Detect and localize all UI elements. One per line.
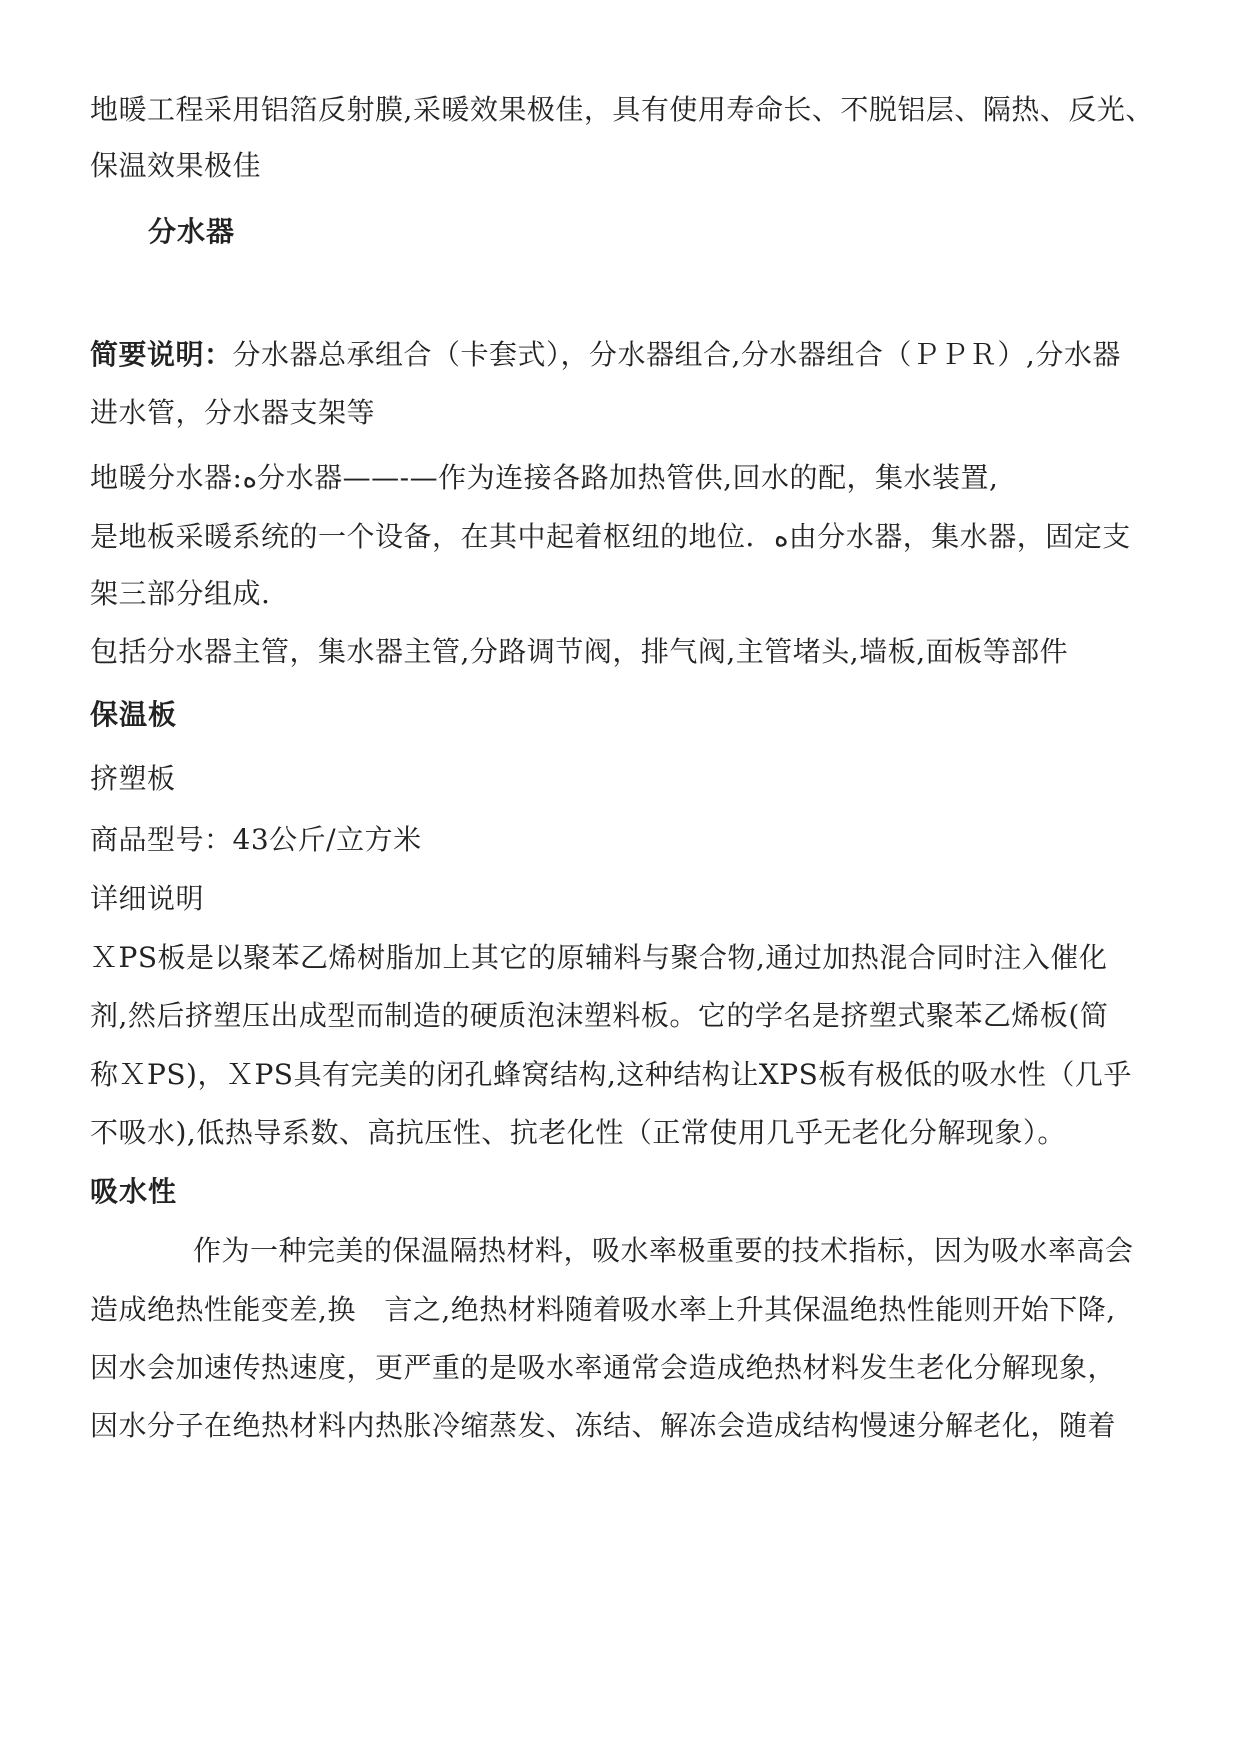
xps-line-1: ＸPS板是以聚苯乙烯树脂加上其它的原辅料与聚合物,通过加热混合同时注入催化	[90, 941, 1108, 974]
xps-line-4: 不吸水),低热导系数、高抗压性、抗老化性（正常使用几乎无老化分解现象）。	[90, 1116, 1066, 1149]
insulation-heading: 保温板	[90, 698, 178, 731]
xps-line-2: 剂,然后挤塑压出成型而制造的硬质泡沫塑料板。它的学名是挤塑式聚苯乙烯板(简	[90, 999, 1109, 1032]
absorption-line-4: 因水分子在绝热材料内热胀冷缩蒸发、冻结、解冻会造成结构慢速分解老化，随着	[90, 1409, 1117, 1442]
absorption-heading: 吸水性	[90, 1175, 178, 1208]
manifold-desc-line-2: 是地板采暖系统的一个设备，在其中起着枢纽的地位．ﻩ由分水器，集水器，固定支	[90, 520, 1131, 553]
absorption-line-2: 造成绝热性能变差,换 言之,绝热材料随着吸水率上升其保温绝热性能则开始下降,	[90, 1293, 1116, 1326]
absorption-line-1: 作为一种完美的保温隔热材料，吸水率极重要的技术指标，因为吸水率高会	[193, 1234, 1134, 1267]
manifold-heading: 分水器	[148, 215, 236, 248]
manifold-desc-line-1: 地暖分水器:ﻩ分水器——-—作为连接各路加热管供,回水的配，集水装置,	[90, 461, 999, 494]
summary-text: 分水器总承组合（卡套式），分水器组合,分水器组合（ＰＰＲ）,分水器	[232, 338, 1121, 371]
summary-label: 简要说明：	[90, 338, 233, 371]
absorption-line-3: 因水会加速传热速度，更严重的是吸水率通常会造成绝热材料发生老化分解现象，	[90, 1351, 1117, 1384]
insulation-detail-label: 详细说明	[90, 882, 205, 915]
insulation-product: 挤塑板	[90, 762, 176, 795]
intro-line-1: 地暖工程采用铝箔反射膜,采暖效果极佳，具有使用寿命长、不脱铝层、隔热、反光、	[90, 93, 1154, 126]
insulation-model: 商品型号：43公斤/立方米	[90, 823, 422, 856]
manifold-summary-line-2: 进水管，分水器支架等	[90, 396, 376, 429]
manifold-desc-line-4: 包括分水器主管，集水器主管,分路调节阀，排气阀,主管堵头,墙板,面板等部件	[90, 635, 1069, 668]
intro-line-2: 保温效果极佳	[90, 149, 262, 182]
manifold-summary-line-1	[90, 335, 1121, 375]
manifold-desc-line-3: 架三部分组成.	[90, 577, 271, 610]
xps-line-3: 称ＸPS)，ＸPS具有完美的闭孔蜂窝结构,这种结构让XPS板有极低的吸水性（几乎	[90, 1058, 1132, 1091]
